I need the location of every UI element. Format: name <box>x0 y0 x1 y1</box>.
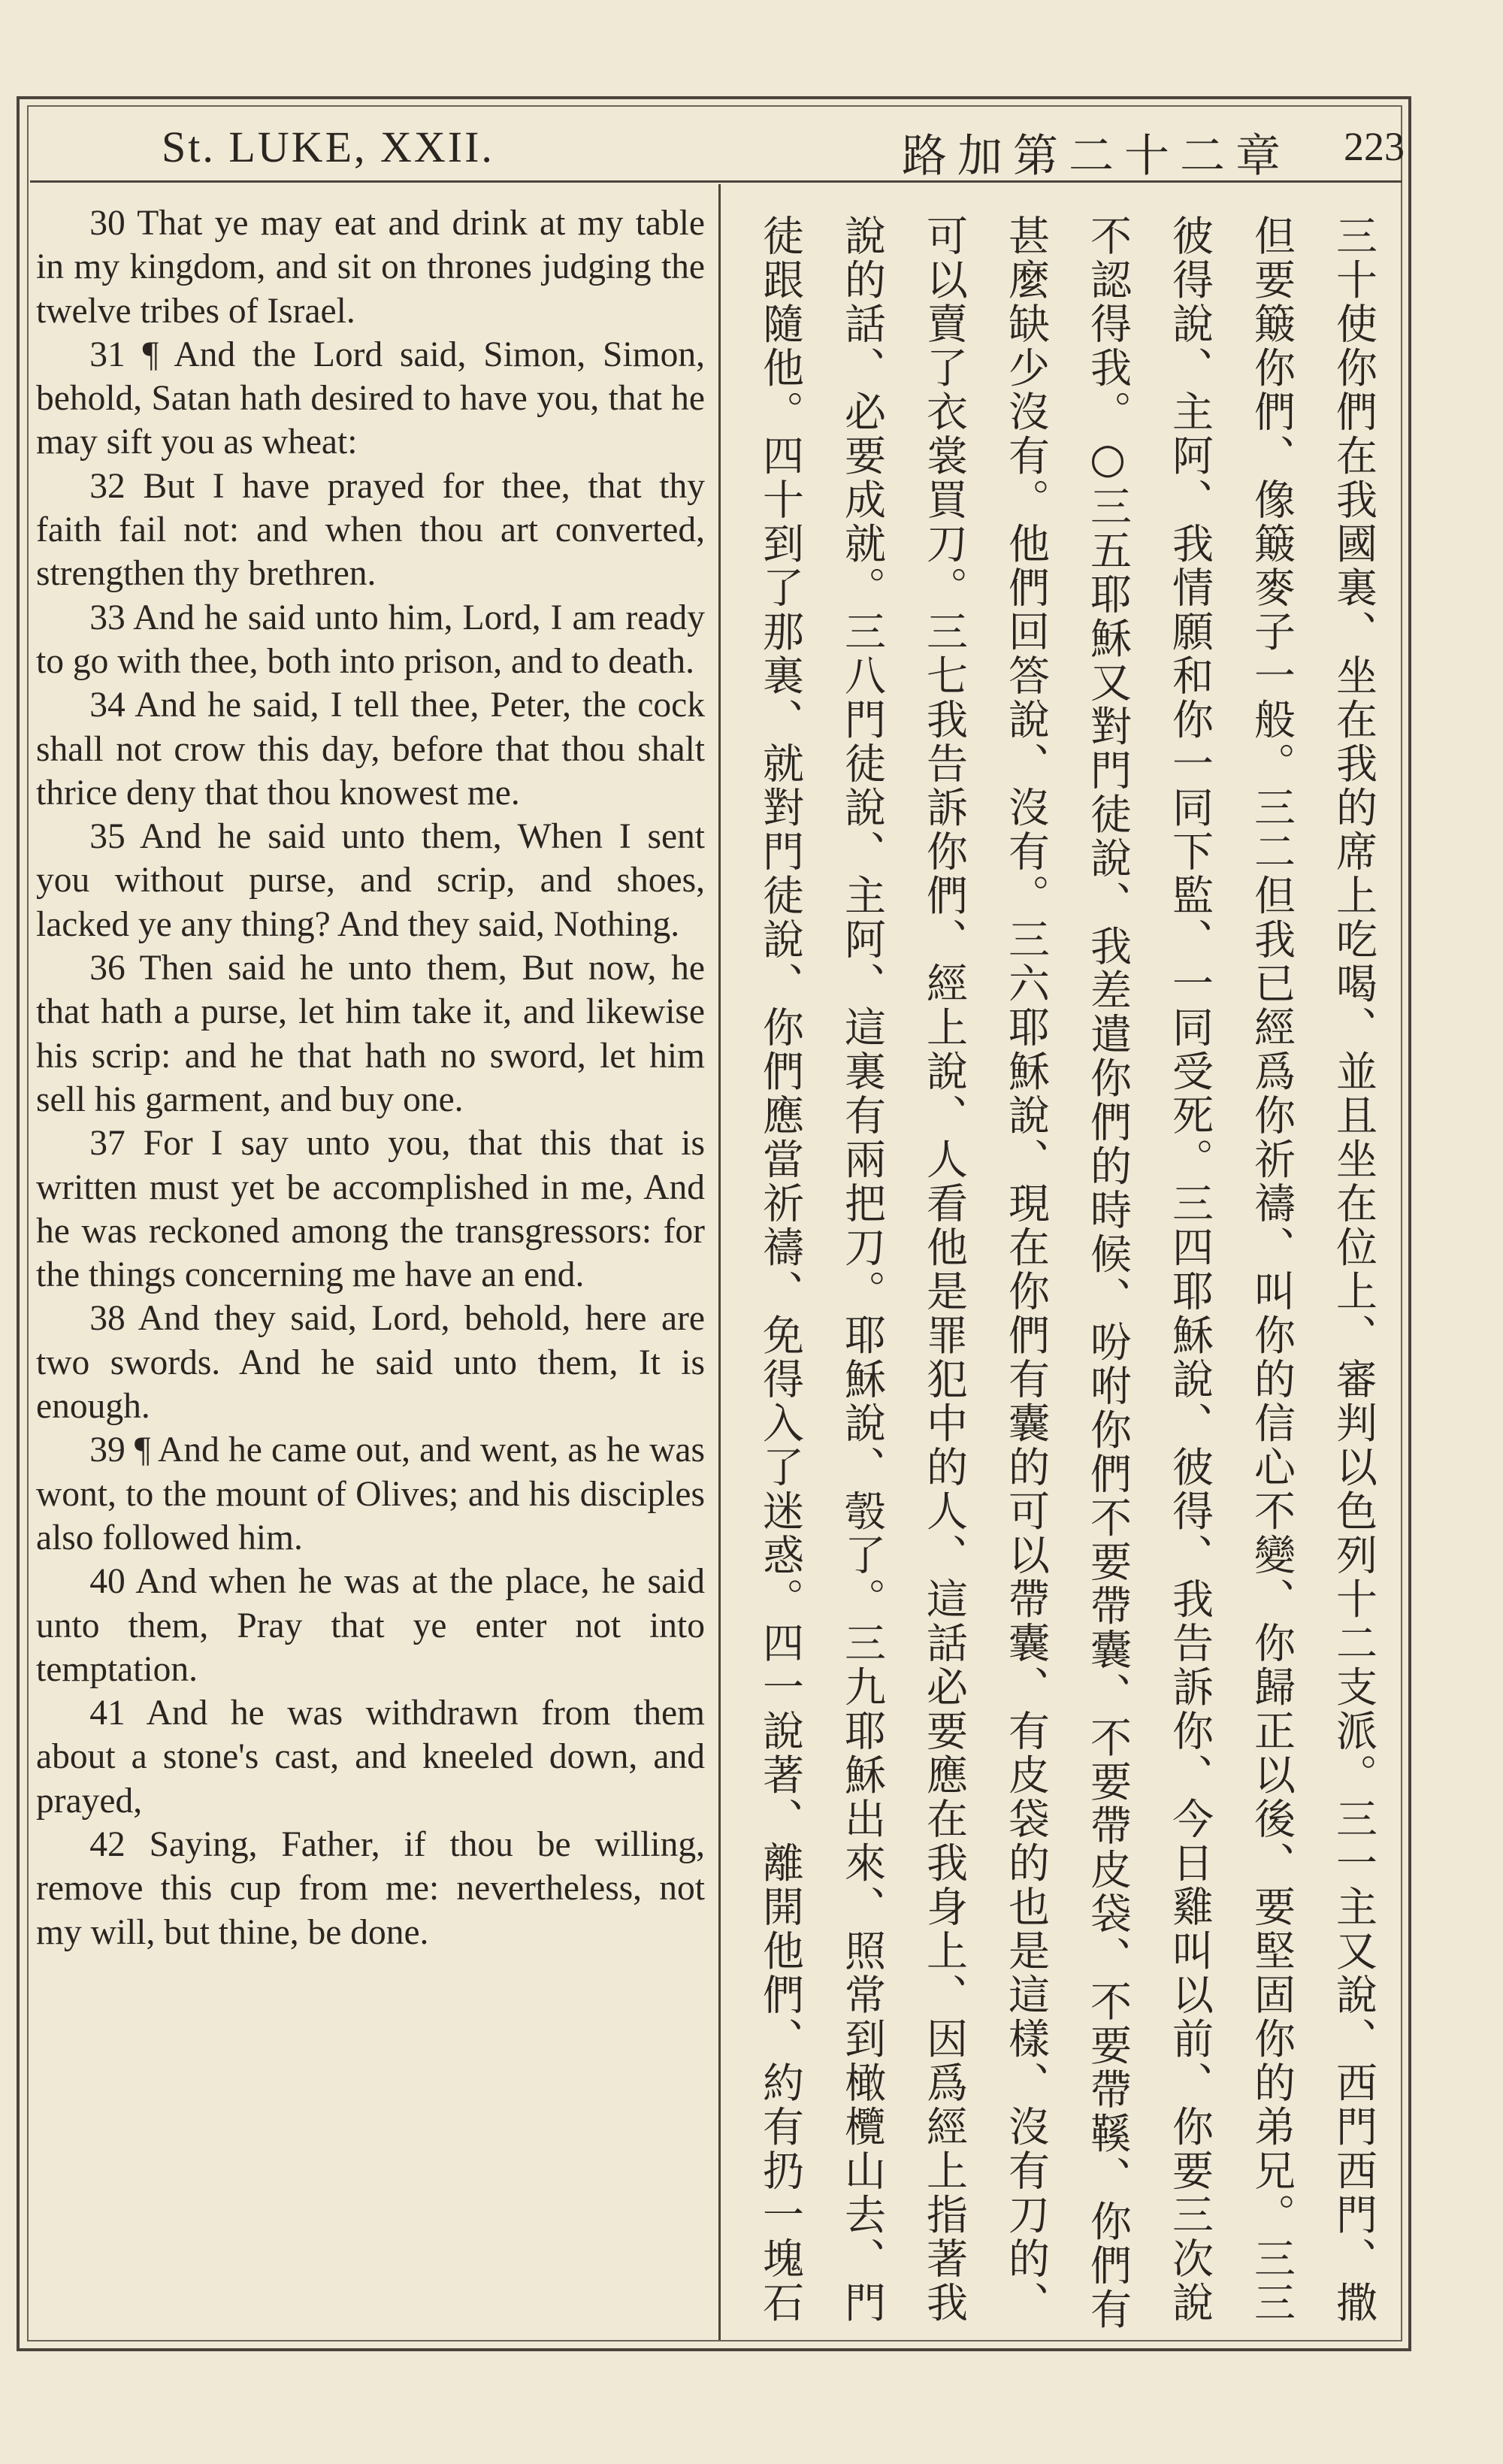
verse-35: 35 And he said unto them, When I sent you without purse, and scrip, and shoes, lacked ye any thing? And they said, Nothing. <box>36 817 705 944</box>
column-divider <box>718 184 721 2340</box>
chinese-column <box>733 214 1394 2338</box>
page-number: 223 <box>1344 124 1405 169</box>
chinese-passage: 三十使你們在我國裏、坐在我的席上吃喝、並且坐在位上、審判以色列十二支派。三一主又說、西門西門、撒但要簸你們、像簸麥子一般。三二但我已經爲你祈禱、叫你的信心不變、你歸正以後、要堅固你的弟兄。三三彼得說、主阿、我情願和你一同下監、一同受死。三四耶穌說、彼得、我告訴你、今日雞叫以前、你要三次說不認得我。○三五耶穌又對門徒說、我差遣你們的時候、吩咐你們不要帶囊、不要帶皮袋、不要帶鞵、你們有甚麼缺少沒有。他們回答說、沒有。三六耶穌說、現在你們有囊的可以帶囊、有皮袋的也是這樣、沒有刀的、可以賣了衣裳買刀。三七我告訴你們、經上說、人看他是罪犯中的人、這話必要應在我身上、因爲經上指著我說的話、必要成就。三八門徒說、主阿、這裏有兩把刀。耶穌說、彀了。三九耶穌出來、照常到橄欖山去、門徒跟隨他。四十到了那裏、就對門徒說、你們應當祈禱、免得入了迷惑。四一說著、離開他們、約有扔一塊石 <box>756 214 1377 2332</box>
verse-41: 41 And he was withdrawn from them about a stone's cast, and kneeled down, and prayed, <box>36 1694 705 1821</box>
verse-33: 33 And he said unto him, Lord, I am ready to go with thee, both into prison, and to death. <box>36 598 705 681</box>
verse-38: 38 And they said, Lord, behold, here are two swords. And he said unto them, It is enough. <box>36 1299 705 1427</box>
chinese-running-title: 路加第二十二章 <box>902 130 1291 183</box>
verse-31: 31 ¶ And the Lord said, Simon, Simon, behold, Satan hath desired to have you, that he may sift you as wheat: <box>36 334 705 462</box>
verse-30: 30 That ye may eat and drink at my table in my kingdom, and sit on thrones judging the twelve tribes of Israel. <box>36 204 705 331</box>
verse-40: 40 And when he was at the place, he said unto them, Pray that ye enter not into temptation. <box>36 1562 705 1689</box>
english-column <box>36 201 705 2336</box>
verse-39: 39 ¶ And he came out, and went, as he was wont, to the mount of Olives; and his disciples also followed him. <box>36 1430 705 1557</box>
verse-34: 34 And he said, I tell thee, Peter, the cock shall not crow this day, before that thou shalt thrice deny that thou knowest me. <box>36 686 705 813</box>
verse-32: 32 But I have prayed for thee, that thy faith fail not: and when thou art converted, strengthen thy brethren. <box>36 466 705 594</box>
english-running-title: St. LUKE, XXII. <box>162 123 494 171</box>
running-header <box>30 105 1405 183</box>
verse-42: 42 Saying, Father, if thou be willing, remove this cup from me: nevertheless, not my will, but thine, be done. <box>36 1824 705 1952</box>
verse-37: 37 For I say unto you, that this that is written must yet be accomplished in me, And he was reckoned among the transgressors: for the things concerning me have an end. <box>36 1124 705 1295</box>
verse-36: 36 Then said he unto them, But now, he that hath a purse, let him take it, and likewise his scrip: and he that hath no sword, let him sell his garment, and buy one. <box>36 949 705 1119</box>
